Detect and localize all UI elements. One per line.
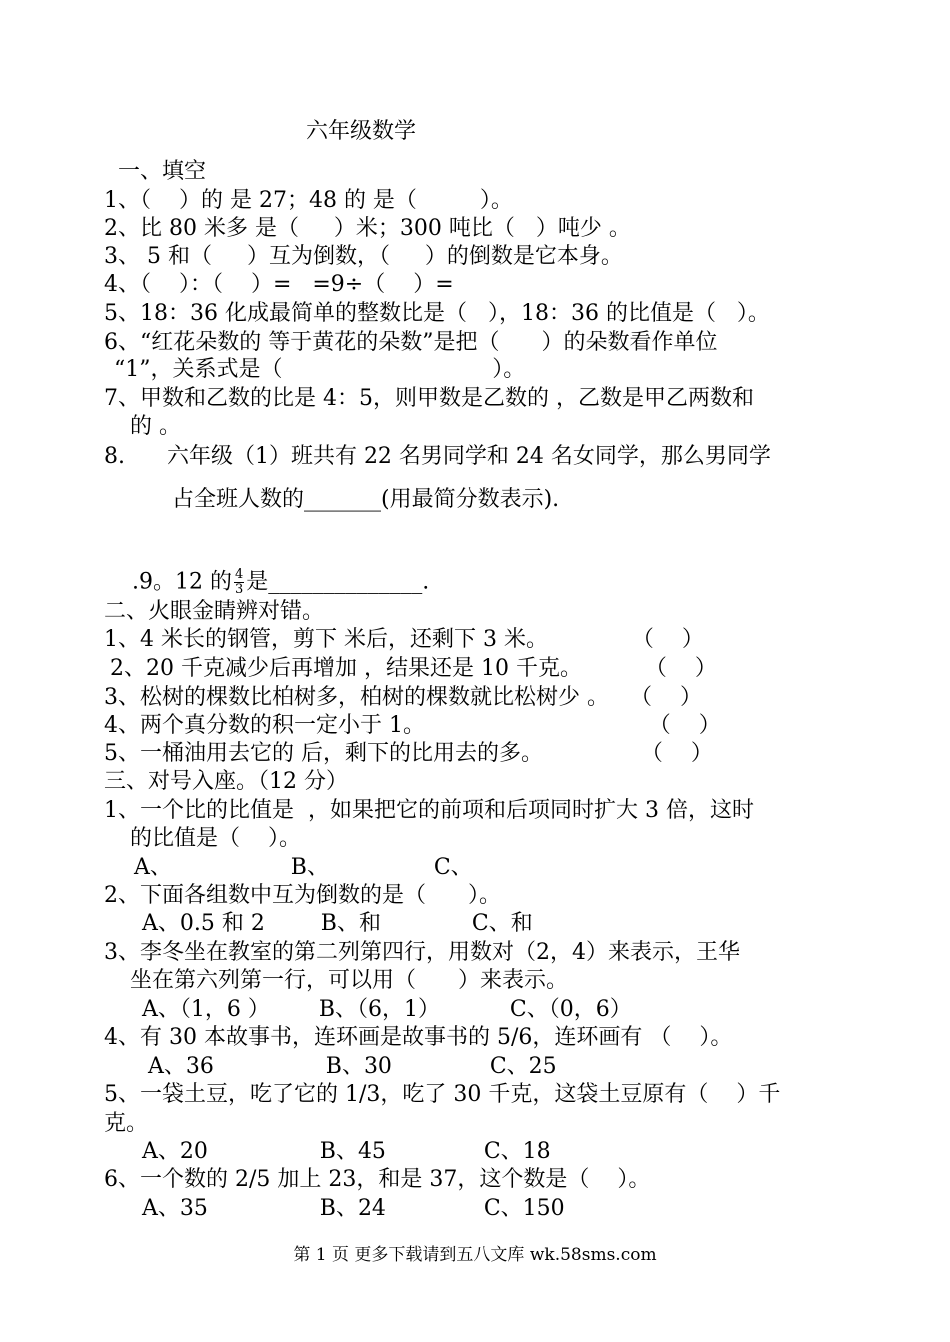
choice-q2-options: A、0.5 和 2 B、和 C、和: [142, 911, 533, 936]
section-fill-blank-heading: 一、填空: [118, 159, 207, 184]
fill-q9-prefix: .9。12 的: [131, 569, 232, 595]
choice-q3-line1: 3、李冬坐在教室的第二列第四行，用数对（2，4）来表示，王华: [104, 940, 740, 965]
fill-q4: 4、（ ）：（ ）= =9÷（ ）=: [104, 272, 454, 297]
choice-q5-line2: 克。: [104, 1111, 149, 1136]
fill-q8-line2: 占全班人数的_______(用最简分数表示).: [172, 487, 560, 512]
section-choice-heading: 三、对号入座。（12 分）: [104, 769, 348, 794]
tf-q3: 3、松树的棵数比柏树多，柏树的棵数就比松树少 。 （ ）: [104, 685, 702, 710]
fraction: [234, 568, 244, 597]
fill-q1: 1、（ ）的 是 27；48 的 是（ ）。: [104, 188, 513, 213]
fill-q9-suffix: 是______________.: [246, 569, 430, 595]
choice-q1-line1: 1、一个比的比值是 ，如果把它的前项和后项同时扩大 3 倍，这时: [104, 798, 754, 823]
page-footer: 第 1 页 更多下载请到五八文库 wk.58sms.com: [293, 1245, 657, 1265]
choice-q3-line2: 坐在第六列第一行，可以用（ ）来表示。: [130, 968, 568, 993]
choice-q3-options: A、（1，6 ） B、（6，1） C、（0，6）: [142, 997, 632, 1022]
fraction-numerator: 4: [234, 567, 244, 582]
section-true-false-heading: 二、火眼金睛辨对错。: [104, 599, 325, 624]
fill-q6-line1: 6、“红花朵数的 等于黄花的朵数”是把（ ）的朵数看作单位: [104, 330, 718, 355]
fill-q7-line2: 的 。: [130, 414, 181, 439]
page-title: 六年级数学: [306, 119, 417, 144]
fill-q7-line1: 7、甲数和乙数的比是 4：5，则甲数是乙数的 ，乙数是甲乙两数和: [104, 386, 754, 411]
fill-q8-line1: 8. 六年级（1）班共有 22 名男同学和 24 名女同学，那么男同学: [104, 444, 771, 469]
choice-q1-line2: 的比值是（ ）。: [130, 826, 301, 851]
fill-q3: 3、 5 和（ ）互为倒数，（ ）的倒数是它本身。: [104, 244, 623, 269]
choice-q6: 6、一个数的 2/5 加上 23，和是 37，这个数是（ ）。: [104, 1167, 651, 1192]
choice-q5-line1: 5、一袋土豆，吃了它的 1/3，吃了 30 千克，这袋土豆原有（ ）千: [104, 1082, 781, 1107]
fraction-denominator: 3: [234, 582, 244, 597]
choice-q6-options: A、35 B、24 C、150: [142, 1196, 565, 1221]
choice-q5-options: A、20 B、45 C、18: [142, 1139, 551, 1164]
fill-q2: 2、比 80 米多 是（ ）米；300 吨比（ ）吨少 。: [104, 216, 631, 241]
choice-q4-options: A、36 B、30 C、25: [148, 1054, 557, 1079]
choice-q2: 2、下面各组数中互为倒数的是（ ）。: [104, 883, 501, 908]
tf-q5: 5、一桶油用去它的 后，剩下的比用去的多。 （ ）: [104, 741, 713, 766]
fill-q5: 5、18：36 化成最简单的整数比是（ ），18：36 的比值是（ ）。: [104, 301, 770, 326]
fill-q6-line2: “1”，关系式是（ ）。: [114, 357, 526, 382]
tf-q1: 1、4 米长的钢管，剪下 米后，还剩下 3 米。 （ ）: [104, 627, 704, 652]
tf-q2: 2、20 千克减少后再增加 ，结果还是 10 千克。 （ ）: [110, 656, 717, 681]
choice-q1-options: A、 B、 C、: [134, 855, 473, 880]
tf-q4: 4、两个真分数的积一定小于 1。 （ ）: [104, 713, 721, 738]
choice-q4: 4、有 30 本故事书，连环画是故事书的 5/6，连环画有 （ ）。: [104, 1025, 733, 1050]
